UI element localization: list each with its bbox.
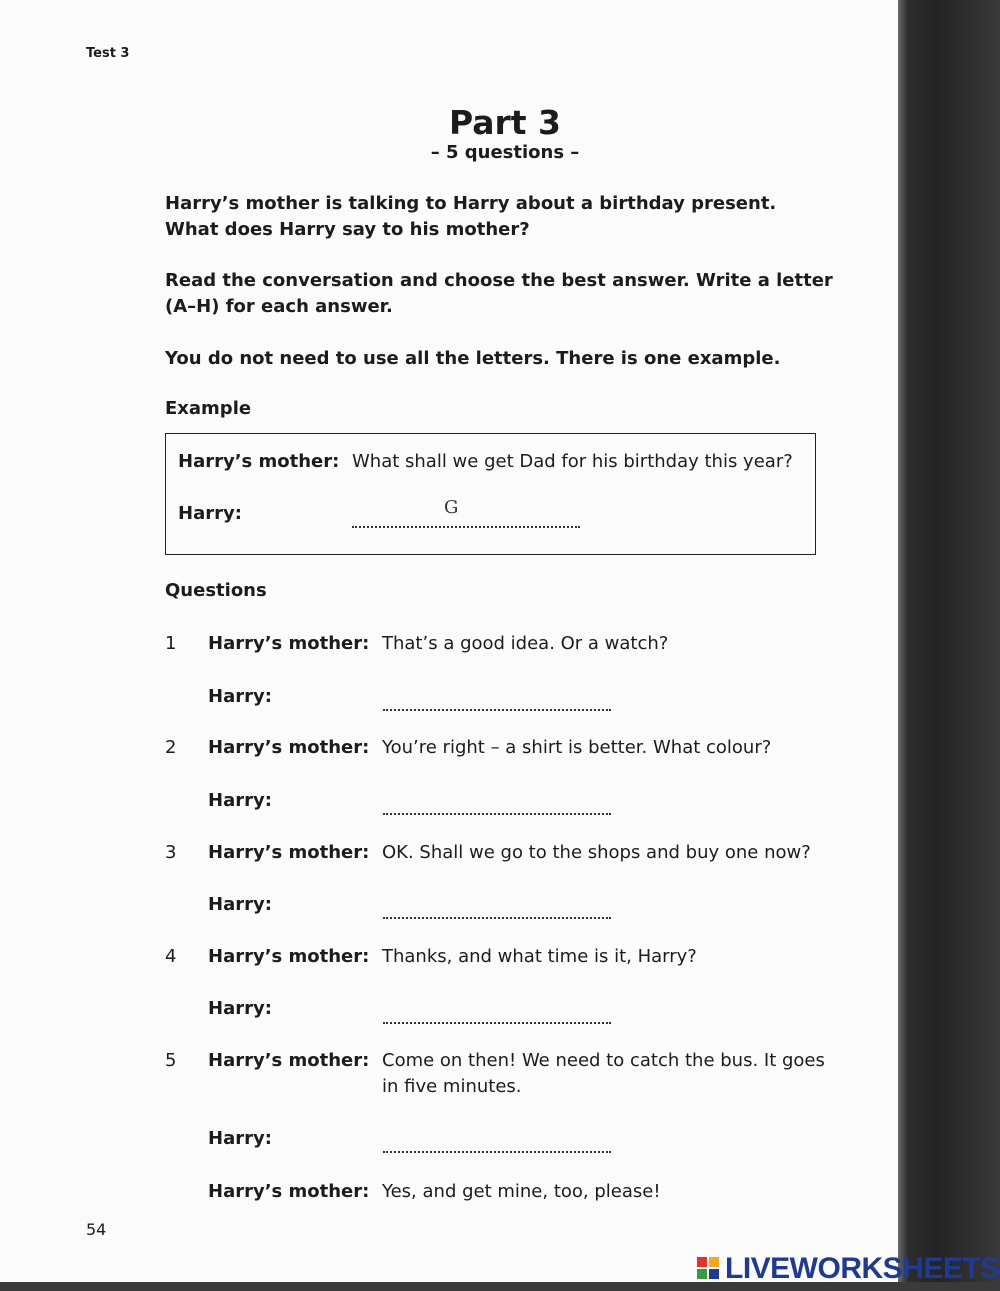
answer-blank-3[interactable] bbox=[383, 915, 611, 919]
question-mother-line: Come on then! We need to catch the bus. It goes bbox=[382, 1050, 825, 1071]
answer-blank-4[interactable] bbox=[383, 1020, 611, 1024]
liveworksheets-wordmark: LIVEWORKSHEETS bbox=[725, 1252, 1000, 1285]
question-mother-label: Harry’s mother: bbox=[208, 1050, 370, 1071]
question-mother-line: You’re right – a shirt is better. What colour? bbox=[382, 737, 772, 758]
questions-heading: Questions bbox=[165, 580, 267, 601]
instruction-line: Harry’s mother is talking to Harry about a birthday present. bbox=[165, 193, 777, 214]
question-number: 4 bbox=[165, 946, 177, 967]
question-harry-label: Harry: bbox=[208, 1128, 272, 1149]
example-answer-line bbox=[352, 524, 580, 528]
question-mother-label: Harry’s mother: bbox=[208, 946, 370, 967]
closing-mother-line: Yes, and get mine, too, please! bbox=[382, 1181, 661, 1202]
question-mother-label: Harry’s mother: bbox=[208, 633, 370, 654]
question-harry-label: Harry: bbox=[208, 790, 272, 811]
answer-blank-5[interactable] bbox=[383, 1149, 611, 1153]
example-mother-line: What shall we get Dad for his birthday this year? bbox=[352, 451, 793, 472]
question-mother-line-cont: in five minutes. bbox=[382, 1076, 522, 1097]
example-mother-label: Harry’s mother: bbox=[178, 451, 340, 472]
question-mother-line: Thanks, and what time is it, Harry? bbox=[382, 946, 697, 967]
instruction-line: You do not need to use all the letters. There is one example. bbox=[165, 348, 781, 369]
liveworksheets-logo-icon bbox=[697, 1257, 721, 1281]
logo-square-red bbox=[697, 1257, 707, 1267]
part-title: Part 3 bbox=[448, 103, 562, 142]
answer-blank-1[interactable] bbox=[383, 707, 611, 711]
instruction-line: (A–H) for each answer. bbox=[165, 296, 393, 317]
liveworksheets-brand[interactable] bbox=[697, 1254, 1000, 1284]
question-number: 1 bbox=[165, 633, 177, 654]
example-answer: G bbox=[444, 497, 459, 518]
test-label: Test 3 bbox=[86, 46, 130, 61]
question-harry-label: Harry: bbox=[208, 686, 272, 707]
closing-mother-label: Harry’s mother: bbox=[208, 1181, 370, 1202]
page-number: 54 bbox=[86, 1220, 107, 1239]
instruction-line: What does Harry say to his mother? bbox=[165, 219, 530, 240]
logo-square-blue bbox=[709, 1269, 719, 1279]
scan-shadow-edge bbox=[898, 0, 1000, 1291]
example-harry-label: Harry: bbox=[178, 503, 242, 524]
question-harry-label: Harry: bbox=[208, 998, 272, 1019]
question-harry-label: Harry: bbox=[208, 894, 272, 915]
question-mother-label: Harry’s mother: bbox=[208, 842, 370, 863]
question-mother-label: Harry’s mother: bbox=[208, 737, 370, 758]
example-heading: Example bbox=[165, 398, 252, 419]
part-subtitle: – 5 questions – bbox=[430, 142, 580, 163]
question-mother-line: OK. Shall we go to the shops and buy one now? bbox=[382, 842, 811, 863]
question-number: 3 bbox=[165, 842, 177, 863]
logo-square-green bbox=[697, 1269, 707, 1279]
question-mother-line: That’s a good idea. Or a watch? bbox=[382, 633, 669, 654]
instruction-line: Read the conversation and choose the best answer. Write a letter bbox=[165, 270, 833, 291]
logo-square-orange bbox=[709, 1257, 719, 1267]
question-number: 5 bbox=[165, 1050, 177, 1071]
answer-blank-2[interactable] bbox=[383, 811, 611, 815]
question-number: 2 bbox=[165, 737, 177, 758]
